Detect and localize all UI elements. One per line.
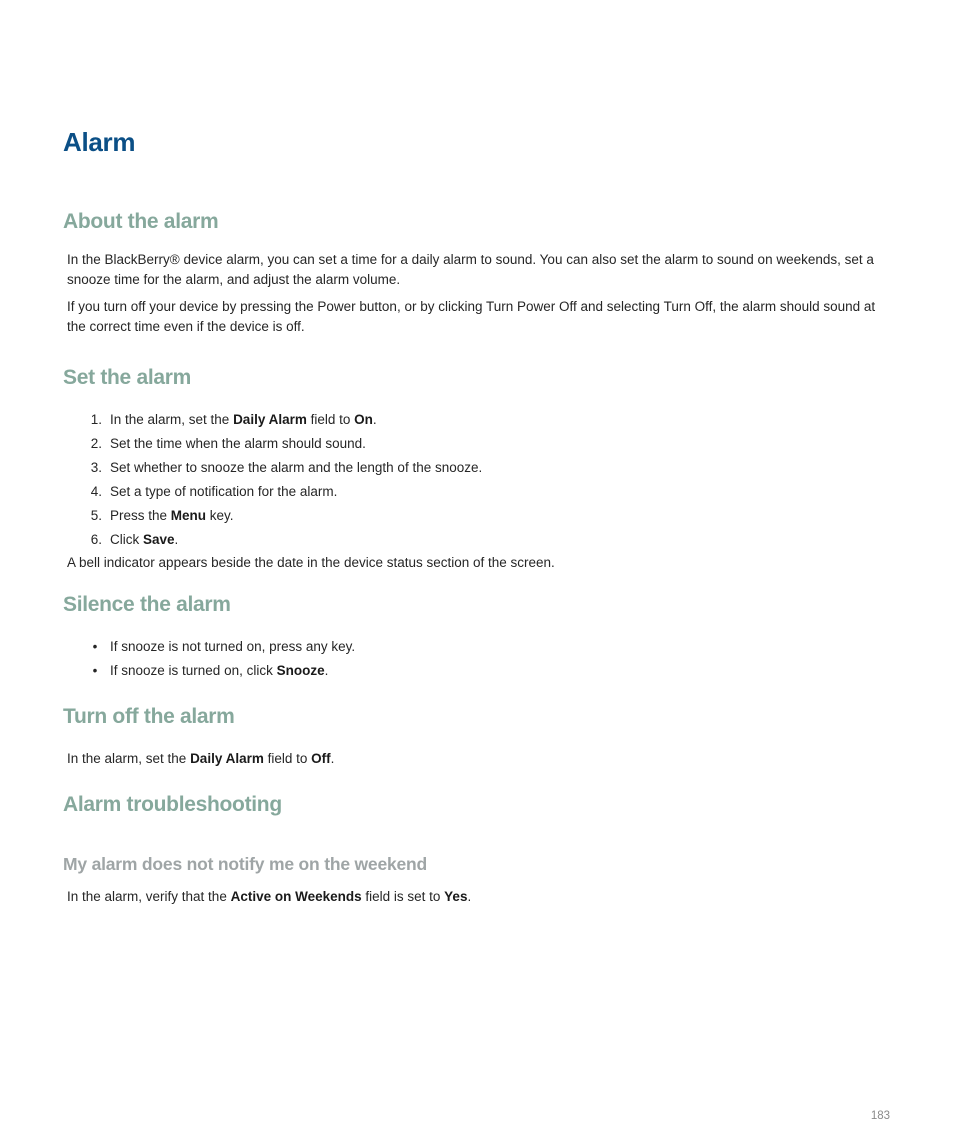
ui-term: Menu: [170, 508, 207, 523]
step-number: 2.: [90, 436, 102, 451]
step-number: 3.: [90, 460, 102, 475]
ui-term: On: [354, 412, 373, 427]
step-number: 6.: [90, 532, 102, 547]
ui-term: Daily Alarm: [233, 412, 307, 427]
step-number: 1.: [90, 412, 102, 427]
about-paragraph-1: In the BlackBerry® device alarm, you can set a time for a daily alarm to sound. You can also set the alarm to sound on weekends, set a snooze time for the alarm, and adjust the alarm volume.: [67, 252, 874, 287]
step-text: Set a type of notification for the alarm.: [110, 484, 338, 499]
ui-term: Save: [143, 532, 175, 547]
page-title: Alarm: [63, 127, 136, 157]
page-number: 183: [870, 1110, 890, 1122]
ui-term: Snooze: [276, 663, 325, 678]
item-text: If snooze is not turned on, press any key.: [110, 639, 356, 654]
about-paragraph-2: If you turn off your device by pressing the Power button, or by clicking Turn Power Off and selecting Turn Off, the alarm should sound at the correct time even if the device is off.: [67, 299, 876, 334]
turn-off-paragraph: In the alarm, set the Daily Alarm field to Off.: [67, 751, 335, 766]
ui-term: Daily Alarm: [190, 751, 264, 766]
heading-turn-off-the-alarm: Turn off the alarm: [63, 705, 235, 728]
step-number: 4.: [90, 484, 102, 499]
bullet-icon: •: [92, 663, 98, 678]
heading-set-the-alarm: Set the alarm: [63, 366, 191, 389]
step-text: Set the time when the alarm should sound.: [110, 436, 366, 451]
step-number: 5.: [90, 508, 102, 523]
heading-silence-the-alarm: Silence the alarm: [63, 593, 231, 616]
item-text: If snooze is turned on, click Snooze.: [110, 663, 329, 678]
step-text: Set whether to snooze the alarm and the length of the snooze.: [110, 460, 483, 475]
ui-term: Active on Weekends: [230, 889, 362, 904]
ui-term: Off: [311, 751, 331, 766]
step-text: In the alarm, set the Daily Alarm field to On.: [110, 412, 377, 427]
step-text: Press the Menu key.: [110, 508, 234, 523]
heading-alarm-troubleshooting: Alarm troubleshooting: [63, 793, 282, 816]
heading-about-the-alarm: About the alarm: [63, 210, 219, 233]
bullet-icon: •: [92, 639, 98, 654]
step-text: Click Save.: [110, 532, 179, 547]
set-alarm-result: A bell indicator appears beside the date in the device status section of the screen.: [67, 555, 555, 570]
ui-term: Yes: [444, 889, 468, 904]
troubleshooting-paragraph: In the alarm, verify that the Active on Weekends field is set to Yes.: [67, 889, 472, 904]
subheading-weekend-notify: My alarm does not notify me on the weekend: [63, 854, 428, 874]
